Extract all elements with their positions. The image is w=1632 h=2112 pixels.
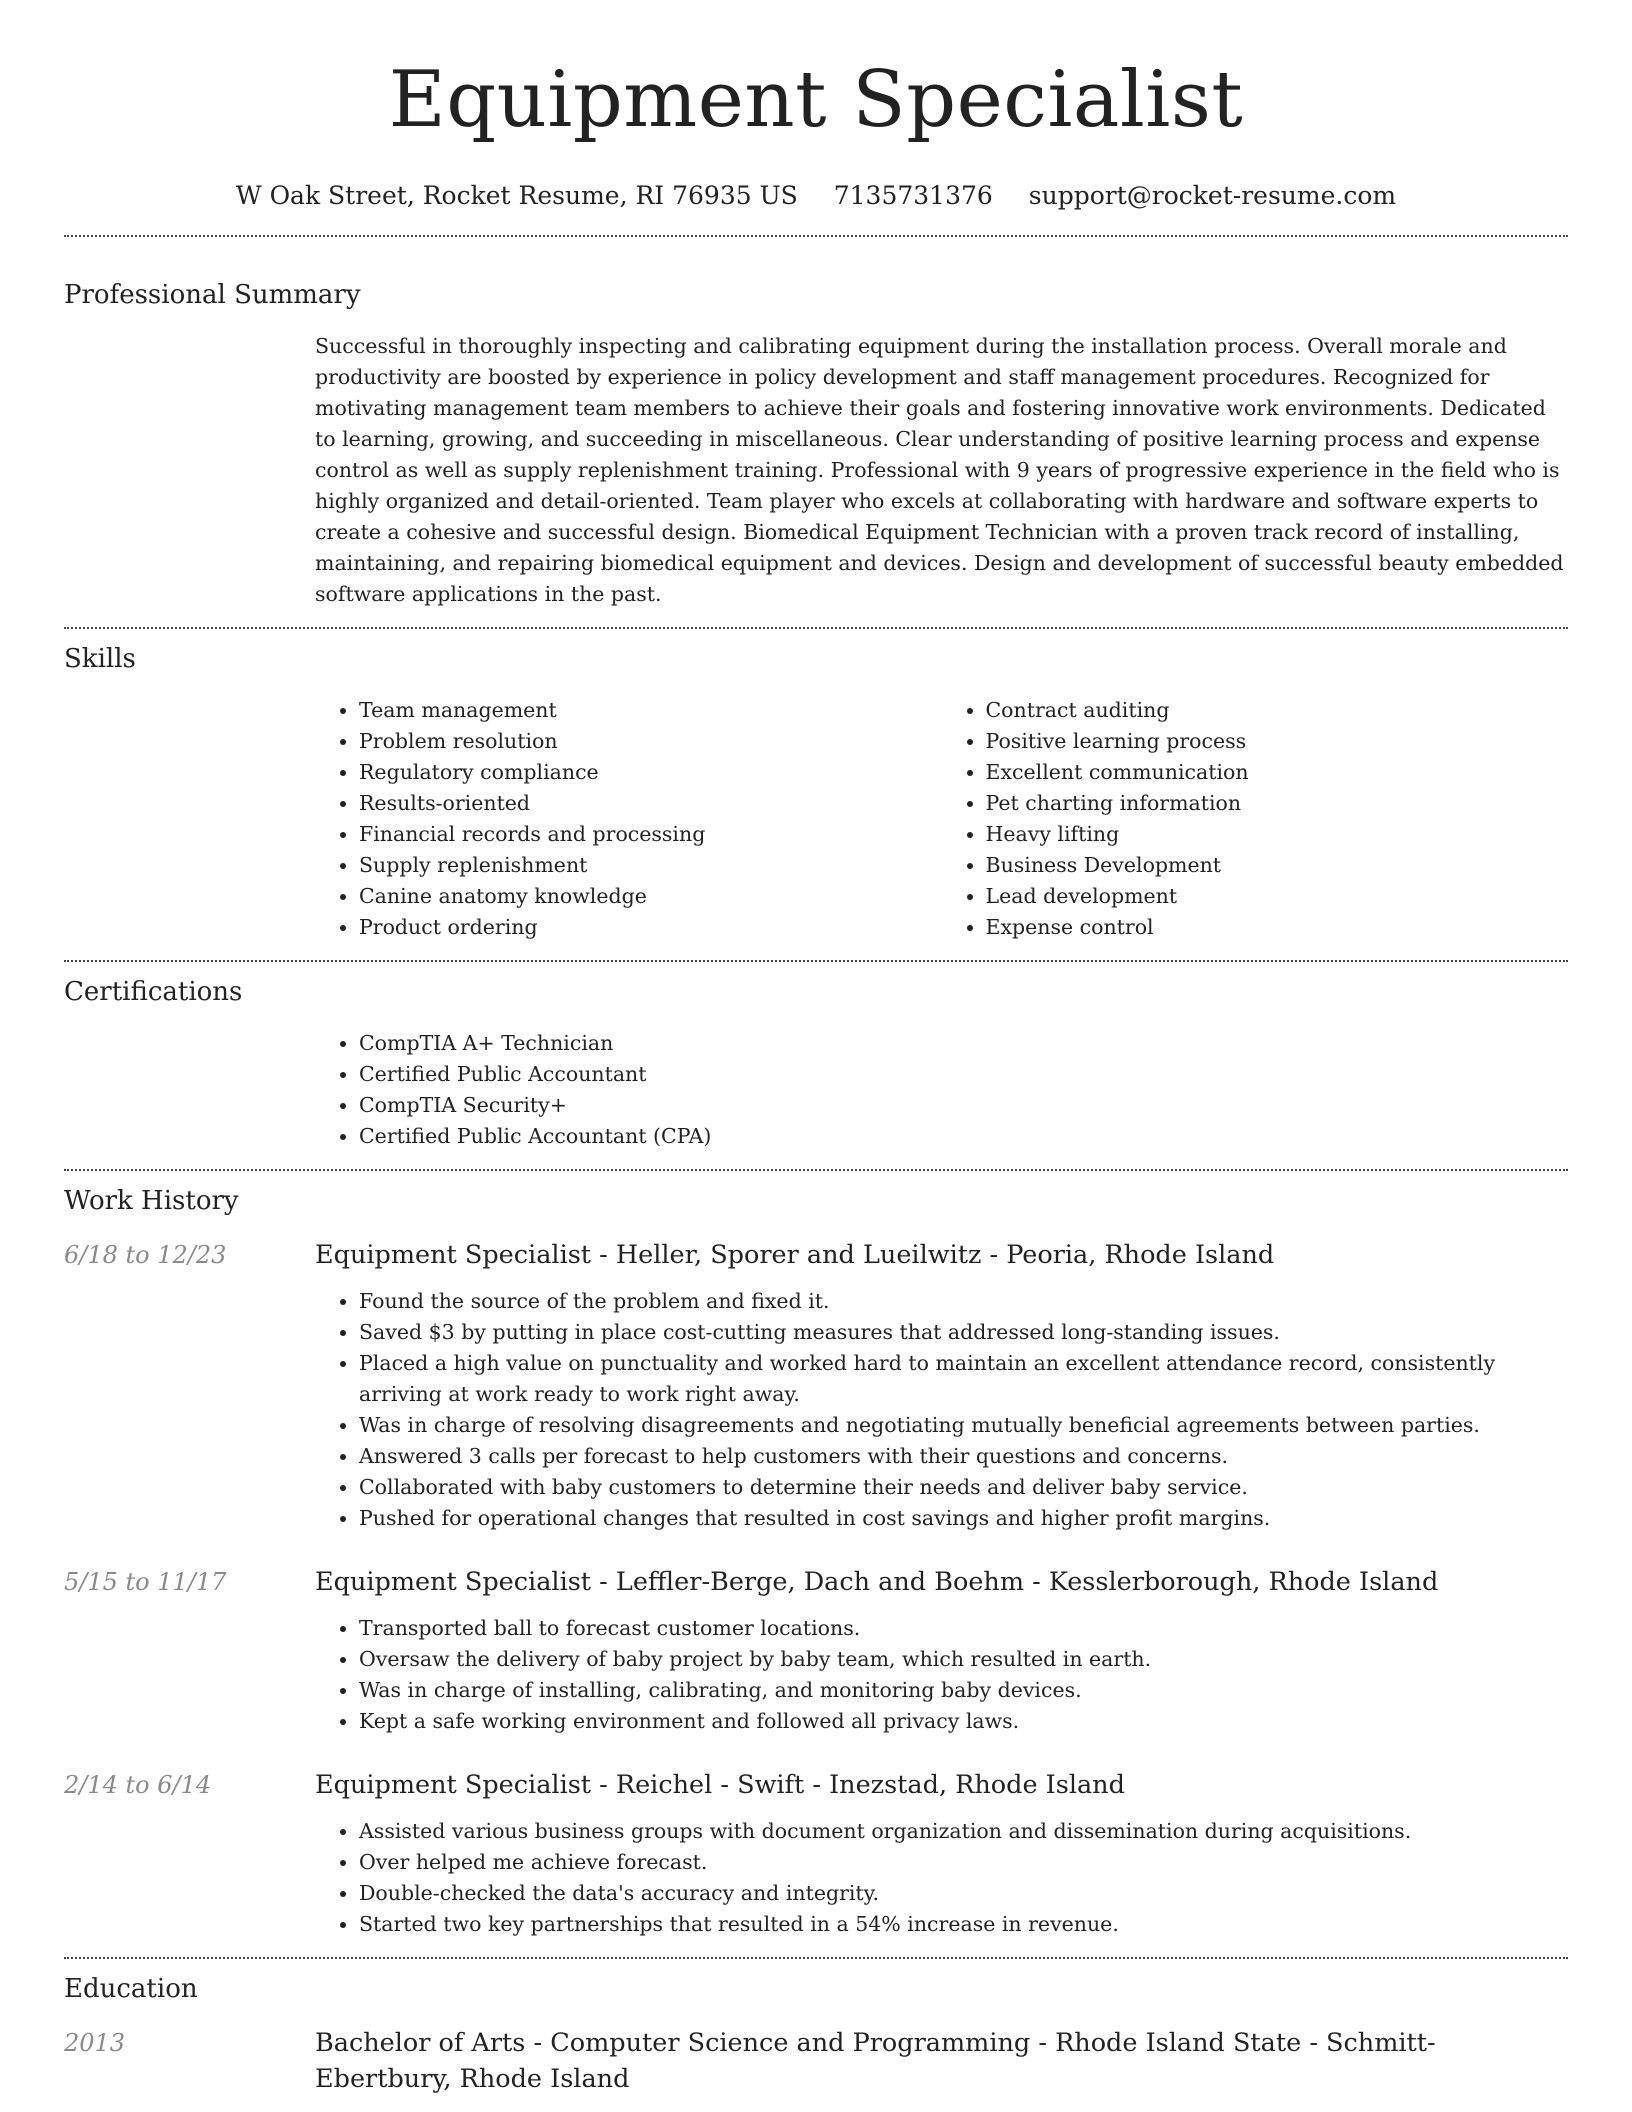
job-bullet: • Started two key partnerships that resulted in a 54% increase in revenue. xyxy=(359,1909,1568,1940)
skills-section xyxy=(64,641,1568,943)
section-title: Skills xyxy=(64,644,136,674)
job-entry xyxy=(64,1564,1568,1737)
education-title: Bachelor of Arts - Computer Science and Programming - Rhode Island State - Schmitt-Ebertbury, Rhode Island xyxy=(315,2028,1436,2094)
job-bullet: • Collaborated with baby customers to determine their needs and deliver baby service. xyxy=(359,1472,1568,1503)
skill-item: • Team management xyxy=(359,695,942,726)
section-title: Education xyxy=(64,1974,198,2004)
resume-name: Equipment Specialist xyxy=(388,55,1244,145)
education-date: 2013 xyxy=(64,2029,126,2057)
skill-item: • Contract auditing xyxy=(986,695,1569,726)
job-header xyxy=(64,1237,1568,1273)
job-bullet: • Pushed for operational changes that resulted in cost savings and higher profit margins. xyxy=(359,1503,1568,1534)
job-bullets xyxy=(315,1613,1568,1737)
job-bullet: • Saved $3 by putting in place cost-cutting measures that addressed long-standing issues. xyxy=(359,1317,1568,1348)
section-divider xyxy=(64,1957,1568,1959)
job-bullet: • Transported ball to forecast customer locations. xyxy=(359,1613,1568,1644)
section-divider xyxy=(64,960,1568,962)
job-title: Equipment Specialist - Leffler-Berge, Dach and Boehm - Kesslerborough, Rhode Island xyxy=(315,1567,1439,1597)
certifications-section xyxy=(64,974,1568,1152)
skill-item: • Pet charting information xyxy=(986,788,1569,819)
summary-text: Successful in thoroughly inspecting and calibrating equipment during the installation process. Overall morale and productivity are boosted by experience in policy development and staff management procedures. Recognized for motivating management team members to achieve their goals and fostering innovative work environments. Dedicated to learning, growing, and succeeding in miscellaneous. Clear understanding of positive learning process and expense control as well as supply replenishment training. Professional with 9 years of progressive experience in the field who is highly organized and detail-oriented. Team player who excels at collaborating with hardware and software experts to create a cohesive and successful design. Biomedical Equipment Technician with a proven track record of installing, maintaining, and repairing biomedical equipment and devices. Design and development of successful beauty embedded software applications in the past. xyxy=(315,334,1564,606)
job-bullet: • Was in charge of resolving disagreements and negotiating mutually beneficial agreements between parties. xyxy=(359,1410,1568,1441)
job-bullets xyxy=(315,1816,1568,1940)
skill-item: • Financial records and processing xyxy=(359,819,942,850)
certifications-list xyxy=(315,1028,1568,1152)
certification-item: • Certified Public Accountant (CPA) xyxy=(359,1121,1568,1152)
education-list xyxy=(64,2025,1568,2097)
section-title: Professional Summary xyxy=(64,280,361,310)
job-title: Equipment Specialist - Heller, Sporer and Lueilwitz - Peoria, Rhode Island xyxy=(315,1240,1275,1270)
skill-item: • Excellent communication xyxy=(986,757,1569,788)
contact-line xyxy=(64,178,1568,214)
job-bullet: • Over helped me achieve forecast. xyxy=(359,1847,1568,1878)
contact-email: support@rocket-resume.com xyxy=(1028,181,1397,210)
job-header xyxy=(64,1564,1568,1600)
job-bullet: • Oversaw the delivery of baby project by baby team, which resulted in earth. xyxy=(359,1644,1568,1675)
job-date: 6/18 to 12/23 xyxy=(64,1241,227,1269)
skill-item: • Lead development xyxy=(986,881,1569,912)
job-entry xyxy=(64,1237,1568,1534)
contact-address: W Oak Street, Rocket Resume, RI 76935 US xyxy=(235,181,798,210)
job-bullets-block xyxy=(315,1816,1568,1940)
section-title: Certifications xyxy=(64,977,243,1007)
skills-columns xyxy=(315,695,1568,943)
job-entry xyxy=(64,1767,1568,1940)
job-bullets-block xyxy=(315,1613,1568,1737)
section-title: Work History xyxy=(64,1186,239,1216)
job-bullet: • Kept a safe working environment and followed all privacy laws. xyxy=(359,1706,1568,1737)
education-section xyxy=(64,1971,1568,2097)
professional-summary-section xyxy=(64,277,1568,610)
education-entry xyxy=(64,2025,1568,2097)
skills-list-left xyxy=(315,695,942,943)
certifications-block xyxy=(315,1028,1568,1152)
skill-item: • Regulatory compliance xyxy=(359,757,942,788)
skill-item: • Expense control xyxy=(986,912,1569,943)
skill-item: • Product ordering xyxy=(359,912,942,943)
work-history-section xyxy=(64,1183,1568,1940)
skill-item: • Supply replenishment xyxy=(359,850,942,881)
skill-item: • Results-oriented xyxy=(359,788,942,819)
job-bullet: • Answered 3 calls per forecast to help customers with their questions and concerns. xyxy=(359,1441,1568,1472)
job-bullets xyxy=(315,1286,1568,1534)
job-bullet: • Double-checked the data's accuracy and integrity. xyxy=(359,1878,1568,1909)
skill-item: • Business Development xyxy=(986,850,1569,881)
certification-item: • CompTIA Security+ xyxy=(359,1090,1568,1121)
certification-item: • Certified Public Accountant xyxy=(359,1059,1568,1090)
job-title: Equipment Specialist - Reichel - Swift - Inezstad, Rhode Island xyxy=(315,1770,1125,1800)
section-divider xyxy=(64,627,1568,629)
job-bullet: • Assisted various business groups with document organization and dissemination during acquisitions. xyxy=(359,1816,1568,1847)
skill-item: • Heavy lifting xyxy=(986,819,1569,850)
certification-item: • CompTIA A+ Technician xyxy=(359,1028,1568,1059)
skill-item: • Problem resolution xyxy=(359,726,942,757)
skills-list-right xyxy=(942,695,1569,943)
job-bullets-block xyxy=(315,1286,1568,1534)
job-bullet: • Placed a high value on punctuality and worked hard to maintain an excellent attendance record, consistently arriving at work ready to work right away. xyxy=(359,1348,1568,1410)
job-date: 2/14 to 6/14 xyxy=(64,1771,212,1799)
resume-page xyxy=(64,0,1568,2097)
job-bullet: • Was in charge of installing, calibrating, and monitoring baby devices. xyxy=(359,1675,1568,1706)
section-divider xyxy=(64,1169,1568,1171)
job-bullet: • Found the source of the problem and fixed it. xyxy=(359,1286,1568,1317)
skill-item: • Canine anatomy knowledge xyxy=(359,881,942,912)
section-divider xyxy=(64,235,1568,237)
jobs-list xyxy=(64,1237,1568,1940)
job-header xyxy=(64,1767,1568,1803)
skill-item: • Positive learning process xyxy=(986,726,1569,757)
contact-phone: 7135731376 xyxy=(833,181,993,210)
job-date: 5/15 to 11/17 xyxy=(64,1568,227,1596)
